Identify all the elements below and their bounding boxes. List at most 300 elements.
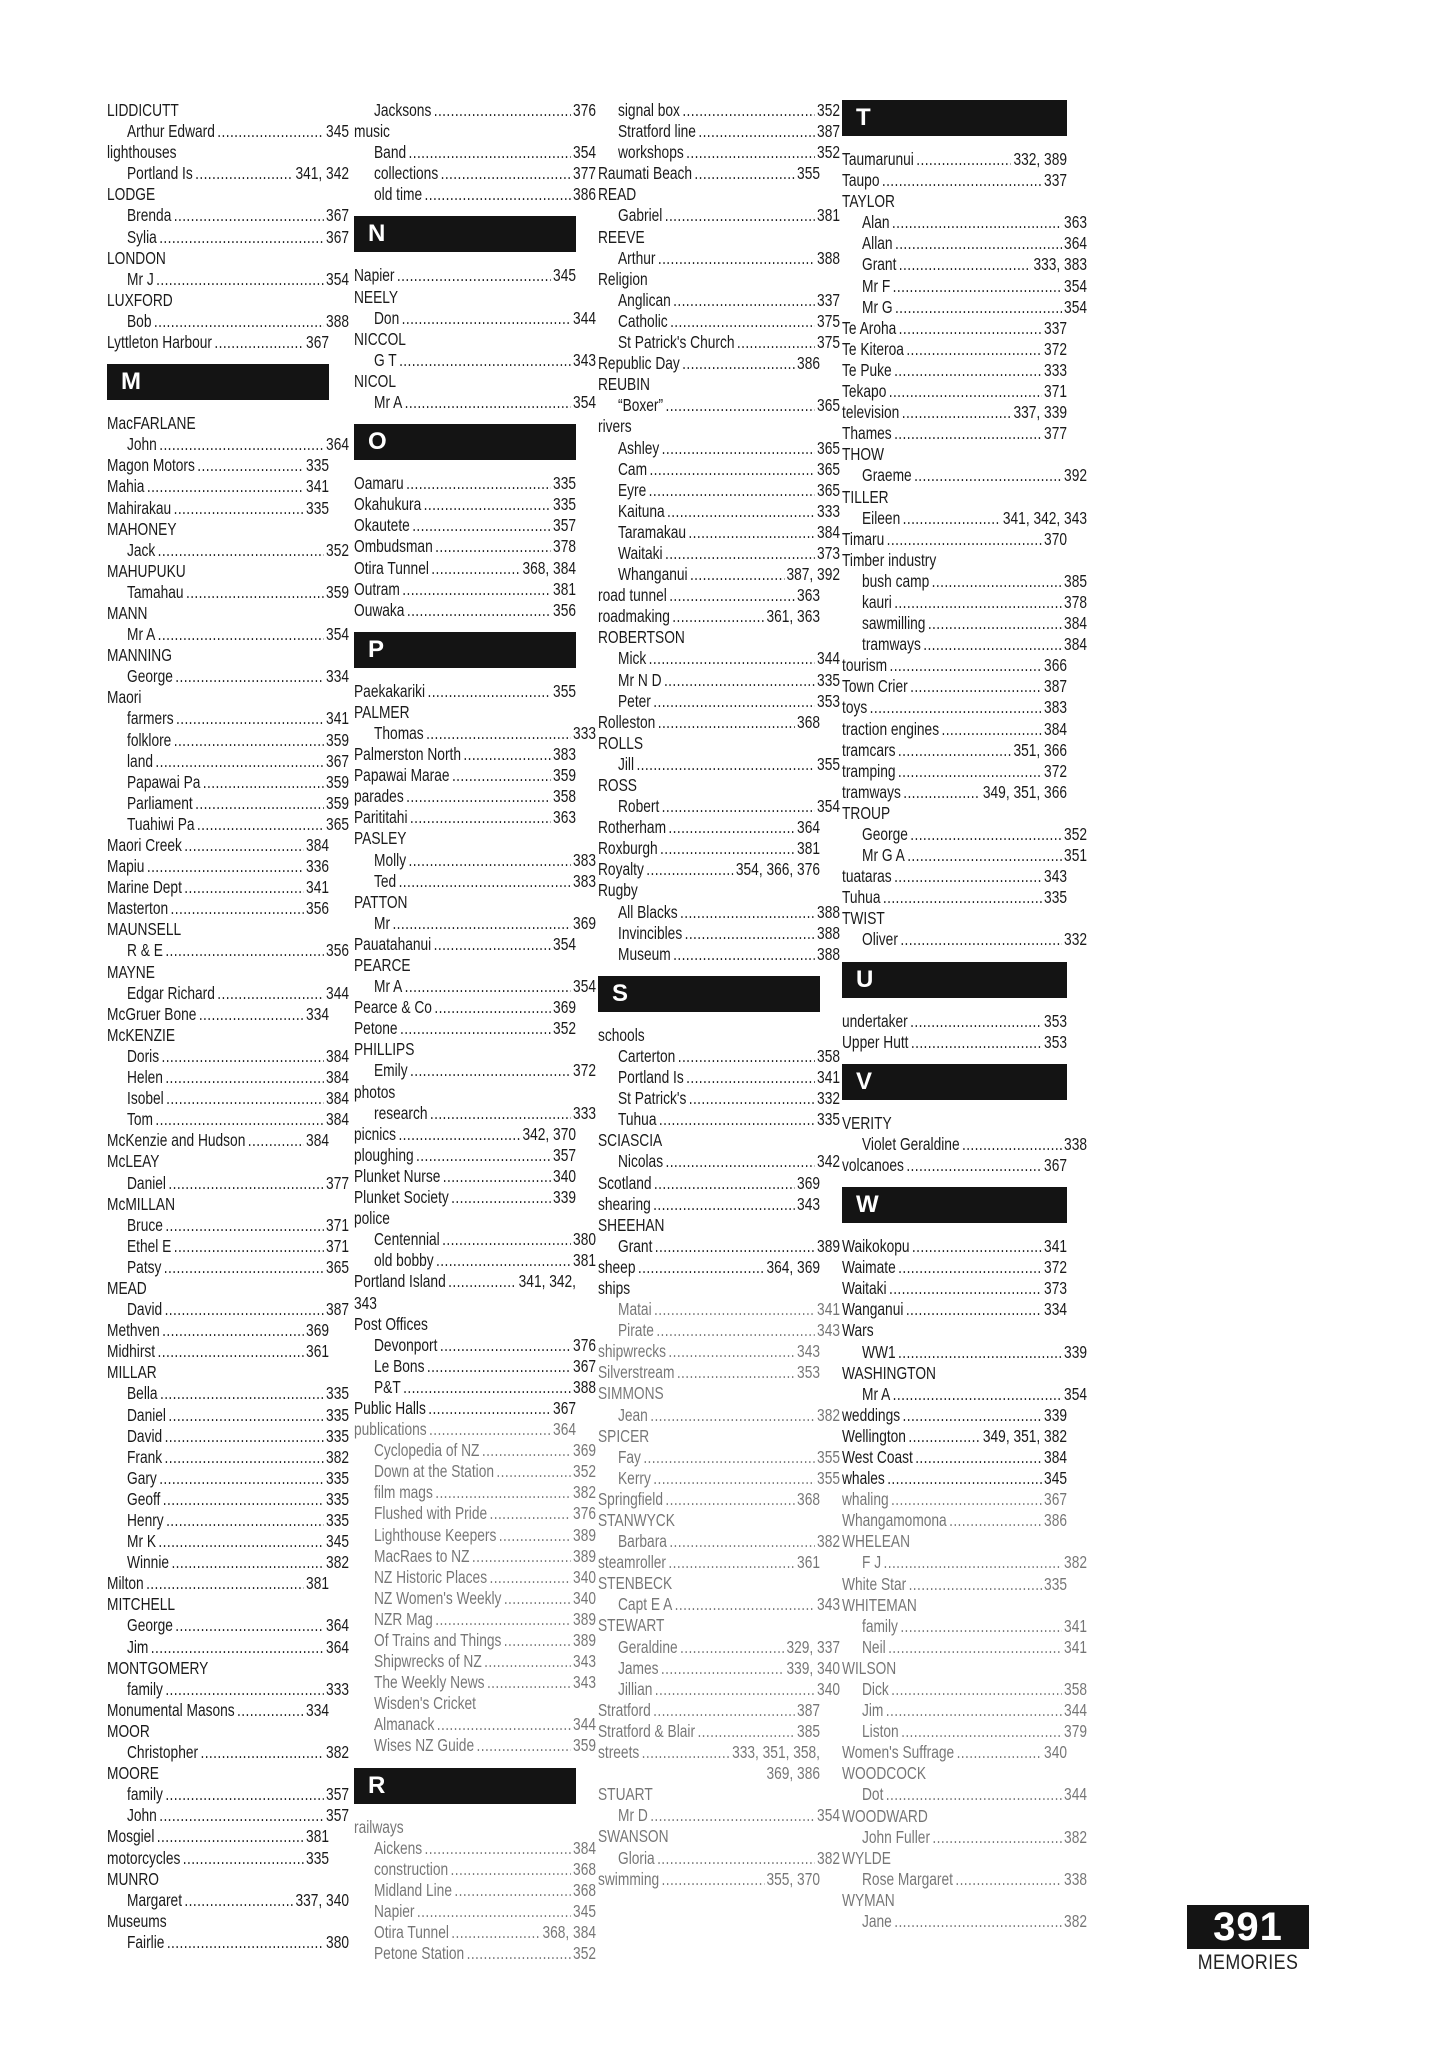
index-subentry <box>107 540 349 561</box>
index-term: Magon Motors <box>107 455 195 476</box>
index-term: READ <box>598 184 637 205</box>
index-term: Waitaki <box>618 542 663 563</box>
page-references: 333 <box>573 1102 596 1123</box>
dot-leader <box>665 1489 794 1510</box>
page-references: 357 <box>553 1144 576 1165</box>
page-references: 339, 340 <box>786 1657 840 1678</box>
index-term: Te Aroha <box>842 317 897 338</box>
dot-leader <box>680 902 815 923</box>
dot-leader <box>400 1018 551 1039</box>
index-term: Tom <box>127 1109 153 1130</box>
index-term: Fay <box>618 1446 641 1467</box>
index-entry <box>842 1489 1067 1510</box>
page-references: 369 <box>306 1320 329 1341</box>
index-subentry <box>842 1552 1087 1573</box>
index-term: old time <box>374 184 423 205</box>
index-subentry <box>598 311 840 332</box>
index-term: Mr A <box>374 392 403 413</box>
dot-leader <box>636 754 814 775</box>
index-term: Wisden's Cricket <box>374 1693 476 1714</box>
page-references: 359 <box>326 581 349 602</box>
index-entry <box>842 1806 1067 1827</box>
page-references: 369, 386 <box>766 1763 820 1784</box>
dot-leader <box>662 796 815 817</box>
page-references: 381 <box>306 1573 329 1594</box>
index-entry <box>598 606 820 627</box>
page-references: 354 <box>817 1805 840 1826</box>
index-entry <box>598 163 820 184</box>
dot-leader <box>398 1124 520 1145</box>
index-subentry <box>354 392 596 413</box>
index-entry <box>842 908 1067 929</box>
index-subentry <box>354 163 596 184</box>
index-term: Winnie <box>127 1552 170 1573</box>
index-term: STEWART <box>598 1615 665 1636</box>
page-references: 376 <box>573 100 596 120</box>
index-entry <box>842 444 1067 465</box>
page-references: 382 <box>817 1847 840 1868</box>
index-term: Methven <box>107 1320 160 1341</box>
page-references: 336 <box>306 856 329 877</box>
dot-leader <box>147 856 304 877</box>
index-entry <box>107 1130 329 1151</box>
index-entry <box>107 1025 329 1046</box>
index-term: Daniel <box>127 1404 166 1425</box>
dot-leader <box>174 1236 324 1257</box>
dot-leader <box>184 1890 293 1911</box>
page-references: 355 <box>817 1467 840 1488</box>
page-references: 344 <box>573 307 596 328</box>
index-term: SWANSON <box>598 1826 669 1847</box>
index-term: Devonport <box>374 1334 438 1355</box>
page-references: 388 <box>817 922 840 943</box>
index-subentry <box>842 571 1087 592</box>
index-entry <box>107 332 329 353</box>
index-term: McKenzie and Hudson <box>107 1130 246 1151</box>
index-term: WOODWARD <box>842 1805 928 1826</box>
page-references: 335 <box>306 1847 329 1868</box>
index-subentry <box>598 1531 840 1552</box>
index-entry <box>842 1890 1067 1911</box>
page-references: 335 <box>1044 1573 1067 1594</box>
index-term: NZR Mag <box>374 1608 433 1629</box>
dot-leader <box>923 634 1061 655</box>
dot-leader <box>399 350 571 371</box>
index-subentry <box>598 1320 840 1341</box>
index-term: White Star <box>842 1573 907 1594</box>
page-references: 351 <box>1064 845 1087 866</box>
index-term: James <box>618 1657 659 1678</box>
index-term: Wars <box>842 1320 874 1341</box>
index-entry <box>354 828 576 849</box>
index-subentry <box>107 311 349 332</box>
index-entry <box>107 835 329 856</box>
index-entry <box>354 1817 576 1838</box>
dot-leader <box>928 613 1062 634</box>
index-entry <box>354 515 576 536</box>
index-term: VERITY <box>842 1112 892 1133</box>
page-references: 338 <box>1064 1133 1087 1154</box>
dot-leader <box>887 529 1042 550</box>
page-references: 388 <box>573 1376 596 1397</box>
index-entry <box>107 1594 329 1615</box>
index-term: Mr G A <box>862 845 905 866</box>
dot-leader <box>171 1552 323 1573</box>
index-term: family <box>127 1784 163 1805</box>
dot-leader <box>489 1567 570 1588</box>
index-subentry <box>107 708 349 729</box>
index-column-1 <box>107 100 349 1953</box>
page-references: 335 <box>306 497 329 518</box>
page-number: 391 <box>1187 1905 1309 1949</box>
page-references: 334 <box>1044 1299 1067 1320</box>
dot-leader <box>886 1700 1062 1721</box>
index-subentry <box>107 666 349 687</box>
index-term: Mr A <box>127 624 156 645</box>
index-subentry <box>598 1637 840 1658</box>
index-term: Women's Suffrage <box>842 1742 955 1763</box>
index-term: Gary <box>127 1467 157 1488</box>
page-references: 354 <box>326 624 349 645</box>
index-entry <box>107 877 329 898</box>
index-entry <box>354 600 576 621</box>
index-term: PALMER <box>354 701 410 722</box>
index-subentry <box>107 1510 349 1531</box>
index-term: signal box <box>618 100 680 120</box>
index-term: McLEAY <box>107 1151 160 1172</box>
index-term: REUBIN <box>598 374 650 395</box>
index-subentry <box>842 465 1087 486</box>
index-term: farmers <box>127 708 174 729</box>
index-term: MUNRO <box>107 1868 159 1889</box>
index-term: weddings <box>842 1404 901 1425</box>
index-term: Grant <box>618 1235 653 1256</box>
dot-leader <box>889 381 1042 402</box>
page-references: 384 <box>326 1088 349 1109</box>
index-subentry <box>107 983 349 1004</box>
page-references: 342 <box>817 1151 840 1172</box>
index-entry <box>107 1848 329 1869</box>
index-term: TROUP <box>842 802 891 823</box>
index-entry <box>842 719 1067 740</box>
index-entry <box>107 1763 329 1784</box>
dot-leader <box>174 498 304 519</box>
page-references: 371 <box>326 1214 349 1235</box>
page-references: 368 <box>797 1488 820 1509</box>
index-term: Isobel <box>127 1088 164 1109</box>
index-entry <box>842 1742 1067 1763</box>
index-subentry <box>598 670 840 691</box>
dot-leader <box>448 1271 516 1292</box>
page-references: 368, 384 <box>542 1922 596 1943</box>
page-references: 354 <box>553 933 576 954</box>
page-references: 380 <box>326 1931 349 1952</box>
dot-leader <box>658 712 795 733</box>
index-term: Oliver <box>862 929 898 950</box>
index-subentry <box>598 1594 840 1615</box>
dot-leader <box>424 494 551 515</box>
index-term: road tunnel <box>598 585 667 606</box>
index-term: Midhirst <box>107 1341 156 1362</box>
dot-leader <box>884 1552 1062 1573</box>
index-subentry <box>107 1552 349 1573</box>
page-references: 353 <box>1044 1010 1067 1031</box>
page-references: 389 <box>573 1524 596 1545</box>
page-references: 378 <box>553 536 576 557</box>
index-entry <box>107 561 329 582</box>
dot-leader <box>175 666 323 687</box>
index-entry <box>842 1320 1067 1341</box>
index-entry <box>842 676 1067 697</box>
page-references: 335 <box>553 494 576 515</box>
index-term: SHEEHAN <box>598 1214 665 1235</box>
index-entry <box>598 353 820 374</box>
index-term: MAHUPUKU <box>107 560 186 581</box>
page-references: 364 <box>326 434 349 455</box>
page-references: 369 <box>553 997 576 1018</box>
page-references: 369 <box>573 1440 596 1461</box>
page-references: 382 <box>326 1552 349 1573</box>
index-term: “Boxer” <box>618 395 664 416</box>
index-term: land <box>127 750 153 771</box>
index-entry <box>107 498 329 519</box>
dot-leader <box>662 438 815 459</box>
index-term: PEARCE <box>354 955 411 975</box>
index-entry <box>354 1166 576 1187</box>
page-references: 387, 392 <box>786 564 840 585</box>
index-term: Papawai Pa <box>127 771 201 792</box>
index-subentry <box>842 1700 1087 1721</box>
index-term: West Coast <box>842 1446 913 1467</box>
dot-leader <box>217 983 323 1004</box>
dot-leader <box>428 1398 550 1419</box>
page-references: 353 <box>817 690 840 711</box>
index-subentry <box>598 332 840 353</box>
index-term: WHELEAN <box>842 1531 910 1552</box>
dot-leader <box>882 170 1042 191</box>
index-subentry <box>107 772 349 793</box>
dot-leader <box>665 543 815 564</box>
page-references: 343 <box>797 1193 820 1214</box>
index-term: Republic Day <box>598 353 680 374</box>
index-term: Gloria <box>618 1847 655 1868</box>
index-entry <box>842 1447 1067 1468</box>
index-column-4 <box>842 100 1087 1932</box>
index-entry <box>598 880 820 901</box>
index-entry <box>354 579 576 600</box>
dot-leader <box>430 1103 571 1124</box>
index-subentry <box>598 691 840 712</box>
index-subentry <box>842 592 1087 613</box>
dot-leader <box>186 582 324 603</box>
page-references: 337, 340 <box>295 1889 349 1910</box>
dot-leader <box>406 786 551 807</box>
index-term: TWIST <box>842 908 885 929</box>
index-term: Rolleston <box>598 711 656 732</box>
index-entry <box>842 1848 1067 1869</box>
index-entry <box>107 1320 329 1341</box>
dot-leader <box>901 1721 1062 1742</box>
index-entry <box>598 1721 820 1742</box>
page-references: 344 <box>1064 1700 1087 1721</box>
page-references: 354 <box>1064 275 1087 296</box>
index-term: railways <box>354 1816 404 1837</box>
index-term: SPICER <box>598 1425 650 1446</box>
index-subentry <box>107 269 349 290</box>
dot-leader <box>689 1088 815 1109</box>
dot-leader <box>949 1510 1042 1531</box>
index-term: MEAD <box>107 1277 147 1298</box>
dot-leader <box>477 1735 571 1756</box>
index-term: workshops <box>618 142 684 163</box>
dot-leader <box>217 121 323 142</box>
page-references: 335 <box>326 1425 349 1446</box>
index-term: Frank <box>127 1446 163 1467</box>
page-references: 384 <box>326 1045 349 1066</box>
page-references: 344 <box>817 648 840 669</box>
index-term: roadmaking <box>598 606 670 627</box>
dot-leader <box>195 163 293 184</box>
index-term: MILLAR <box>107 1362 157 1383</box>
dot-leader <box>894 866 1042 887</box>
page-references: 372 <box>1044 338 1067 359</box>
index-term: Te Kiteroa <box>842 338 904 359</box>
dot-leader <box>941 719 1041 740</box>
index-entry <box>354 786 576 807</box>
index-subentry <box>842 297 1087 318</box>
index-subentry <box>107 1932 349 1953</box>
page-references: 358 <box>553 786 576 807</box>
index-entry <box>598 859 820 880</box>
page-references: 363 <box>553 807 576 828</box>
index-entry <box>354 1082 576 1103</box>
index-term: lighthouses <box>107 142 177 163</box>
index-term: TAYLOR <box>842 191 895 212</box>
index-subentry <box>598 438 840 459</box>
page-references: 365 <box>817 437 840 458</box>
index-entry <box>107 856 329 877</box>
index-subentry <box>598 205 840 226</box>
index-term: Museums <box>107 1910 167 1931</box>
dot-leader <box>667 501 815 522</box>
dot-leader <box>668 817 794 838</box>
page-references: 335 <box>326 1510 349 1530</box>
dot-leader <box>484 1651 571 1672</box>
index-term: MOOR <box>107 1720 150 1741</box>
index-entry <box>842 360 1067 381</box>
page-references: 361, 363 <box>766 606 820 627</box>
index-term: sawmilling <box>862 613 926 634</box>
index-subentry <box>598 1848 840 1869</box>
dot-leader <box>434 934 551 955</box>
dot-leader <box>451 1859 571 1880</box>
index-term: Gabriel <box>618 205 663 226</box>
dot-leader <box>435 1482 570 1503</box>
index-entry <box>598 733 820 754</box>
index-entry <box>107 1151 329 1172</box>
dot-leader <box>499 1525 571 1546</box>
dot-leader <box>165 1067 323 1088</box>
index-subentry <box>354 1880 596 1901</box>
index-term: WYMAN <box>842 1889 895 1910</box>
index-term: Mick <box>618 648 647 669</box>
index-subentry <box>107 227 349 248</box>
dot-leader <box>883 887 1042 908</box>
dot-leader <box>427 1356 571 1377</box>
dot-leader <box>697 1721 794 1742</box>
index-term: shipwrecks <box>598 1341 667 1362</box>
page-references: 368 <box>573 1879 596 1900</box>
index-subentry <box>107 1236 349 1257</box>
dot-leader <box>893 276 1062 297</box>
index-entry <box>107 1278 329 1299</box>
dot-leader <box>653 1468 814 1489</box>
index-subentry <box>354 1714 596 1735</box>
index-subentry <box>598 754 840 775</box>
index-term: Jacksons <box>374 100 432 120</box>
index-entry <box>598 775 820 796</box>
index-term: Mosgiel <box>107 1826 155 1847</box>
index-term: Catholic <box>618 310 668 331</box>
page-references: 344 <box>573 1714 596 1735</box>
dot-leader <box>682 353 794 374</box>
index-term: police <box>354 1208 390 1229</box>
index-subentry <box>354 1250 596 1271</box>
index-term: F J <box>862 1552 882 1573</box>
dot-leader <box>655 1236 815 1257</box>
index-subentry <box>598 480 840 501</box>
page-references: 337 <box>1044 170 1067 191</box>
page-references: 332 <box>817 1088 840 1109</box>
index-term: Jane <box>862 1911 892 1932</box>
index-entry <box>598 817 820 838</box>
index-term: Maori Creek <box>107 835 182 855</box>
index-term: Peter <box>618 690 651 711</box>
dot-leader <box>157 1826 304 1847</box>
dot-leader <box>895 297 1062 318</box>
index-subentry <box>354 1859 596 1880</box>
index-term: Ted <box>374 870 397 891</box>
page-references: 335 <box>326 1383 349 1404</box>
dot-leader <box>427 681 550 702</box>
page-references: 389 <box>817 1235 840 1256</box>
index-entry <box>354 1124 576 1145</box>
index-entry <box>354 1398 576 1419</box>
section-letter-header: W <box>842 1187 1067 1223</box>
dot-leader <box>412 515 550 536</box>
index-term: St Patrick's Church <box>618 332 735 353</box>
index-entry <box>842 1363 1067 1384</box>
dot-leader <box>405 976 571 997</box>
page-references: 385 <box>797 1720 820 1741</box>
index-entry <box>598 712 820 733</box>
index-subentry <box>107 1489 349 1510</box>
index-term: Mr D <box>618 1805 648 1826</box>
dot-leader <box>906 339 1041 360</box>
index-term: Mr A <box>862 1383 891 1404</box>
index-term: Tuhua <box>842 887 881 908</box>
index-term: Robert <box>618 796 660 817</box>
dot-leader <box>661 1658 784 1679</box>
index-term: David <box>127 1299 163 1320</box>
index-term: NICCOL <box>354 328 406 349</box>
index-term: Plunket Society <box>354 1187 449 1208</box>
index-subentry <box>354 1901 596 1922</box>
page-references: 338 <box>1064 1868 1087 1889</box>
index-entry <box>842 1257 1067 1278</box>
index-term: Stratford & Blair <box>598 1720 696 1741</box>
dot-leader <box>650 1405 814 1426</box>
